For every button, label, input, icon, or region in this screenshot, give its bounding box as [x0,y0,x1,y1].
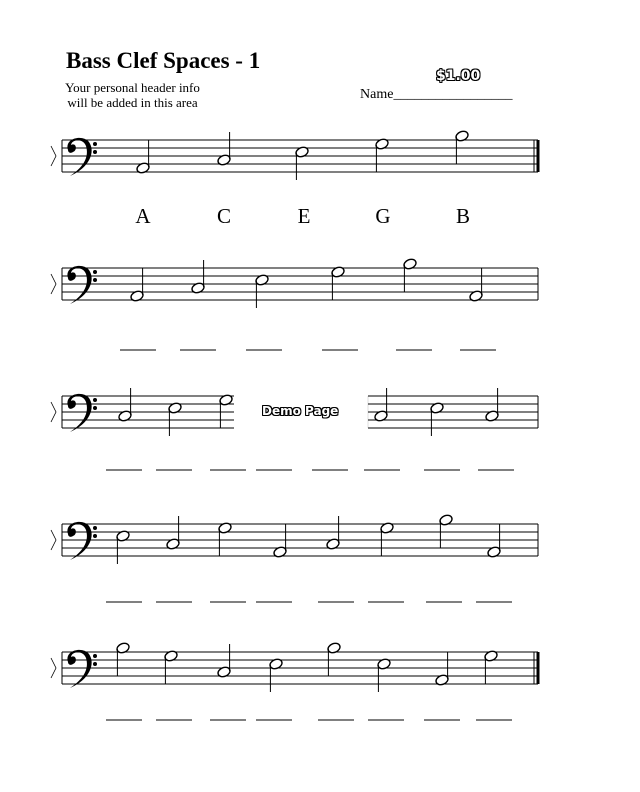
name-label: Name [360,87,394,102]
example-letter-1: A [135,204,151,228]
bass-clef-icon [67,650,97,688]
example-letter-3: E [297,204,311,228]
staff-bracket [51,402,56,422]
staff-bracket [51,530,56,550]
staff-bracket [51,274,56,294]
worksheet-title: Bass Clef Spaces - 1 [66,48,261,73]
header-info-placeholder: Your personal header info will be added in this area [65,80,200,110]
example-letter-5: B [455,204,471,228]
demo-watermark: Demo Page [262,404,339,418]
bass-clef-icon [67,266,97,304]
example-letter-4: G [375,204,391,228]
bass-clef-icon [67,522,97,560]
bass-clef-icon [67,138,97,176]
name-blank: _________________ [393,87,513,102]
bass-clef-icon [67,394,97,432]
staff-bracket [51,658,56,678]
example-letter-2: C [216,204,232,228]
staff-bracket [51,146,56,166]
price-badge: $1.00 [436,68,481,84]
